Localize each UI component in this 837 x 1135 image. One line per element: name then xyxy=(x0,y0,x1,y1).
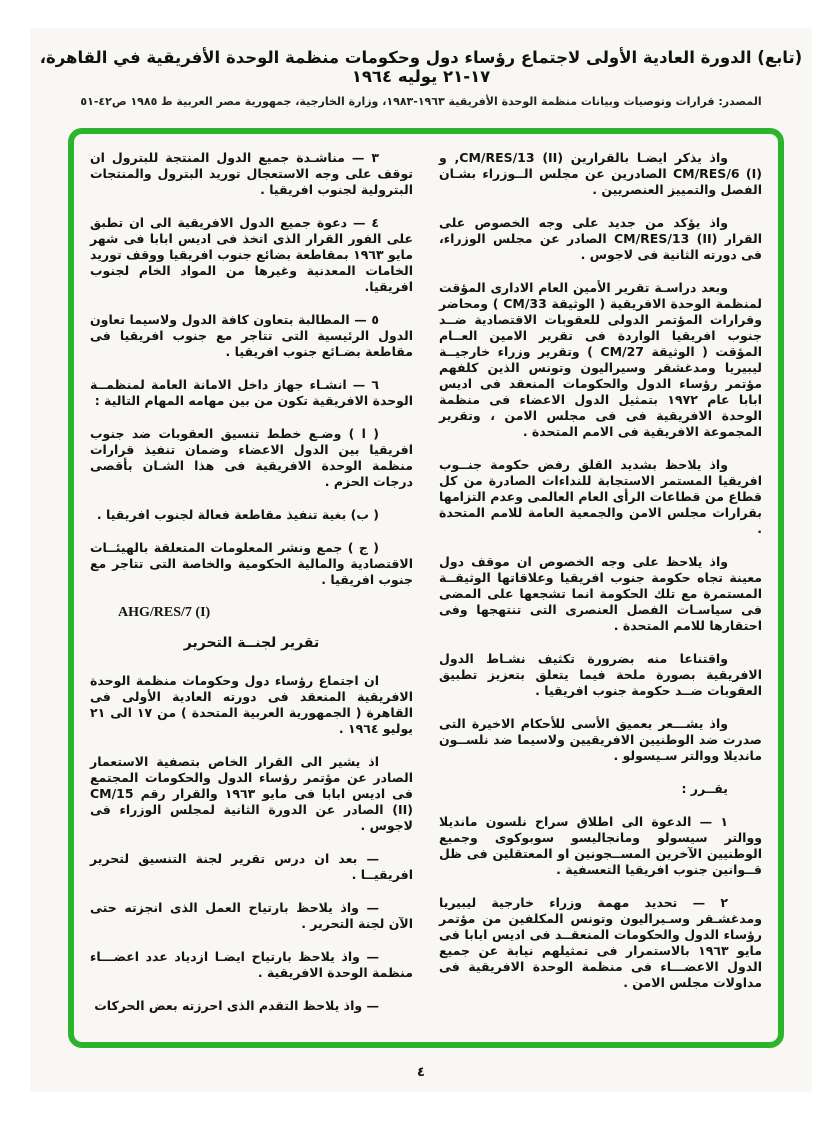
paragraph: ( ب) بغية تنفيذ مقاطعة فعالة لجنوب افريقيا . xyxy=(96,507,379,522)
paragraph: وبعد دراسـة تقرير الأمين العام الادارى المؤقت لمنظمة الوحدة الافريقية ( الوثيقة CM/33 ) ومحاضر وقرارات المؤتمر الدولى للعقوبات الاقتصادية ضــد جنوب افريقيا الواردة فى تقرير الامين العــام المؤقت ( الوثيقة CM/27 ) وتقرير وزراء خارجيــة ليبيريا ومدغشقر وسيراليون وتونس الذين كلفهم مؤتمر رؤساء الدول والحكومات المنعقد فى اديس ابابا عام ١٩٧٢ بتمثيل الدول الاعضاء فى منظمة الوحدة الافريقية فى فى مجلس الامن ، وتقرير المجموعة الافريقية فى الامم المتحدة . xyxy=(439,280,763,439)
paragraph: اذ يشير الى القرار الخاص بتصفية الاستعمار الصادر عن مؤتمر رؤساء الدول والحكومات المجتمع فى اديس ابابا فى مايو ١٩٦٣ والقرار رقم CM/15 (II) الصادر عن الدورة الثانية لمجلس الوزراء فى لاجوس . xyxy=(90,754,413,833)
paragraph: واذ يشـــعر بعميق الأسى للأحكام الاخيرة التى صدرت ضد الوطنيين الافريقيين ولاسيما ضد نلســون مانديلا ووالتر سـيسولو . xyxy=(439,716,762,763)
paragraph: — واذ يلاحظ بارتياح ايضـا ازدياد عدد اعضـــاء منظمة الوحدة الافريقية . xyxy=(90,949,413,980)
paragraph: ٤ — دعوة جميع الدول الافريقية الى ان تطبق على الفور القرار الذى اتخذ فى اديس ابابا فى شهر مايو ١٩٦٣ بمقاطعة بضائع جنوب افريقيا ووقف توريد الخامات المعدنية وغيرها من المواد الخام لجنوب افريقيا. xyxy=(90,215,413,294)
paragraph: ٦ — انشـاء جهاز داخل الامانة العامة لمنظمــة الوحدة الافريقية تكون من بين مهامه المهام التالية : xyxy=(90,377,413,408)
paragraph: واقتناعا منه بضرورة تكثيف نشـاط الدول الافريقية بصورة ملحة فيما يتعلق بتعزيز تطبيق العقوبات ضــد حكومة جنوب افريقيا . xyxy=(439,651,762,698)
paragraph: ٢ — تحديد مهمة وزراء خارجية ليبيريا ومدغشـقر وسـيراليون وتونس المكلفين من مؤتمر رؤساء الدول والحكومات المنعقــد فى اديس ابابا فى مايو ١٩٦٣ بالاستمرار فى تمثيلهم نيابة عن جميع الدول الاعضـــاء فى منظمة الوحدة الافريقية فى مداولات مجلس الامن . xyxy=(439,895,762,990)
paragraph: ١ — الدعوة الى اطلاق سراح نلسون مانديلا ووالتر سيسولو ومانجاليسو سوبوكوى وجميع الوطنيين الآخرين المســجونين او المعتقلين فى ظل قــوانين جنوب افريقيا التعسفية . xyxy=(439,814,762,877)
document-title: (تابع) الدورة العادية الأولى لاجتماع رؤساء دول وحكومات منظمة الوحدة الأفريقية في القاهرة، ١٧-٢١ يوليه ١٩٦٤ xyxy=(39,48,803,86)
paragraph: — واذ يلاحظ بارتياح العمل الذى انجزته حتى الآن لجنة التحرير . xyxy=(90,900,413,931)
paragraph: ( ا ) وضـع خطط تنسيق العقوبات ضد جنوب افريقيا بين الدول الاعضاء وضمان تنفيذ قرارات منظمة الوحدة الافريقية فى هذا الشـان بأقصى درجات الحزم . xyxy=(90,426,413,489)
document-header xyxy=(30,28,812,108)
document-source-line: المصدر: قرارات وتوصيات وبيانات منظمة الوحدة الأفريقية ١٩٦٣-١٩٨٣، وزارة الخارجية، جمهورية مصر العربية ط ١٩٨٥ ص٤٢-٥١ xyxy=(80,95,762,108)
paragraph: ( ج ) جمع ونشر المعلومات المتعلقة بالهيئــات الاقتصادية والمالية الحكومية والخاصة التى تتاجر مع جنوب افريقيا . xyxy=(90,540,413,587)
paragraph: — بعد ان درس تقرير لجنة التنسيق لتحرير افريقيــا . xyxy=(90,851,413,882)
page-number: ٤ xyxy=(417,1065,425,1080)
paragraph: — واذ يلاحظ التقدم الذى احرزته بعض الحركات xyxy=(94,998,379,1013)
paragraph: واذ يلاحظ على وجه الخصوص ان موقف دول معينة تجاه حكومة جنوب افريقيا وعلاقاتها الوثيقــة المستمرة مع تلك الحكومة انما تشجعها على المضى فى سياسـات الفصل العنصرى التى تنتهجها وفى احتقارها للامم المتحدة . xyxy=(439,554,762,633)
paragraph: واذ يذكر ايضـا بالقرارين CM/RES/13 (II), و CM/RES/6 (I) الصادرين عن مجلس الــوزراء بشـان الفصل والتمييز العنصريين . xyxy=(439,150,762,197)
paragraph: ٣ — مناشـدة جميع الدول المنتجة للبترول ان توقف على وجه الاستعجال توريد البترول والمنتجات البترولية لجنوب افريقيا . xyxy=(90,150,413,197)
paragraph: ٥ — المطالبة بتعاون كافة الدول ولاسيما تعاون الدول الرئيسية التى تتاجر مع جنوب افريقيا فى مقاطعة بضـائع جنوب افريقيا . xyxy=(90,312,413,359)
paragraph: واذ يلاحظ بشديد القلق رفض حكومة جنــوب افريقيا المستمر الاستجابة للنداءات الصادرة من كل قطاع من قطاعات الرأى العام العالمى وعدم التزامها بقرارات مجلس الامن والجمعية العامة للامم المتحدة . xyxy=(439,457,762,536)
paragraph: واذ يؤكد من جديد على وجه الخصوص على القرار CM/RES/13 (II) الصادر عن مجلس الوزراء، فى دورته الثانية فى لاجوس . xyxy=(439,215,762,262)
resolution-code: AHG/RES/7 (I) xyxy=(118,605,211,620)
column-left xyxy=(90,150,413,1042)
highlight-frame xyxy=(68,128,784,1048)
column-right xyxy=(439,150,762,1042)
document-page xyxy=(30,28,812,1092)
two-column-layout xyxy=(90,150,762,1042)
paragraph: ان اجتماع رؤساء دول وحكومات منظمة الوحدة الافريقية المنعقد فى دورته العادية الأولى فى القاهرة ( الجمهورية العربية المتحدة ) من ١٧ الى ٢١ يوليو ١٩٦٤ . xyxy=(90,673,413,736)
decree-word: يقــرر : xyxy=(681,781,728,796)
section-heading: تقرير لجنــة التحرير xyxy=(183,635,320,651)
